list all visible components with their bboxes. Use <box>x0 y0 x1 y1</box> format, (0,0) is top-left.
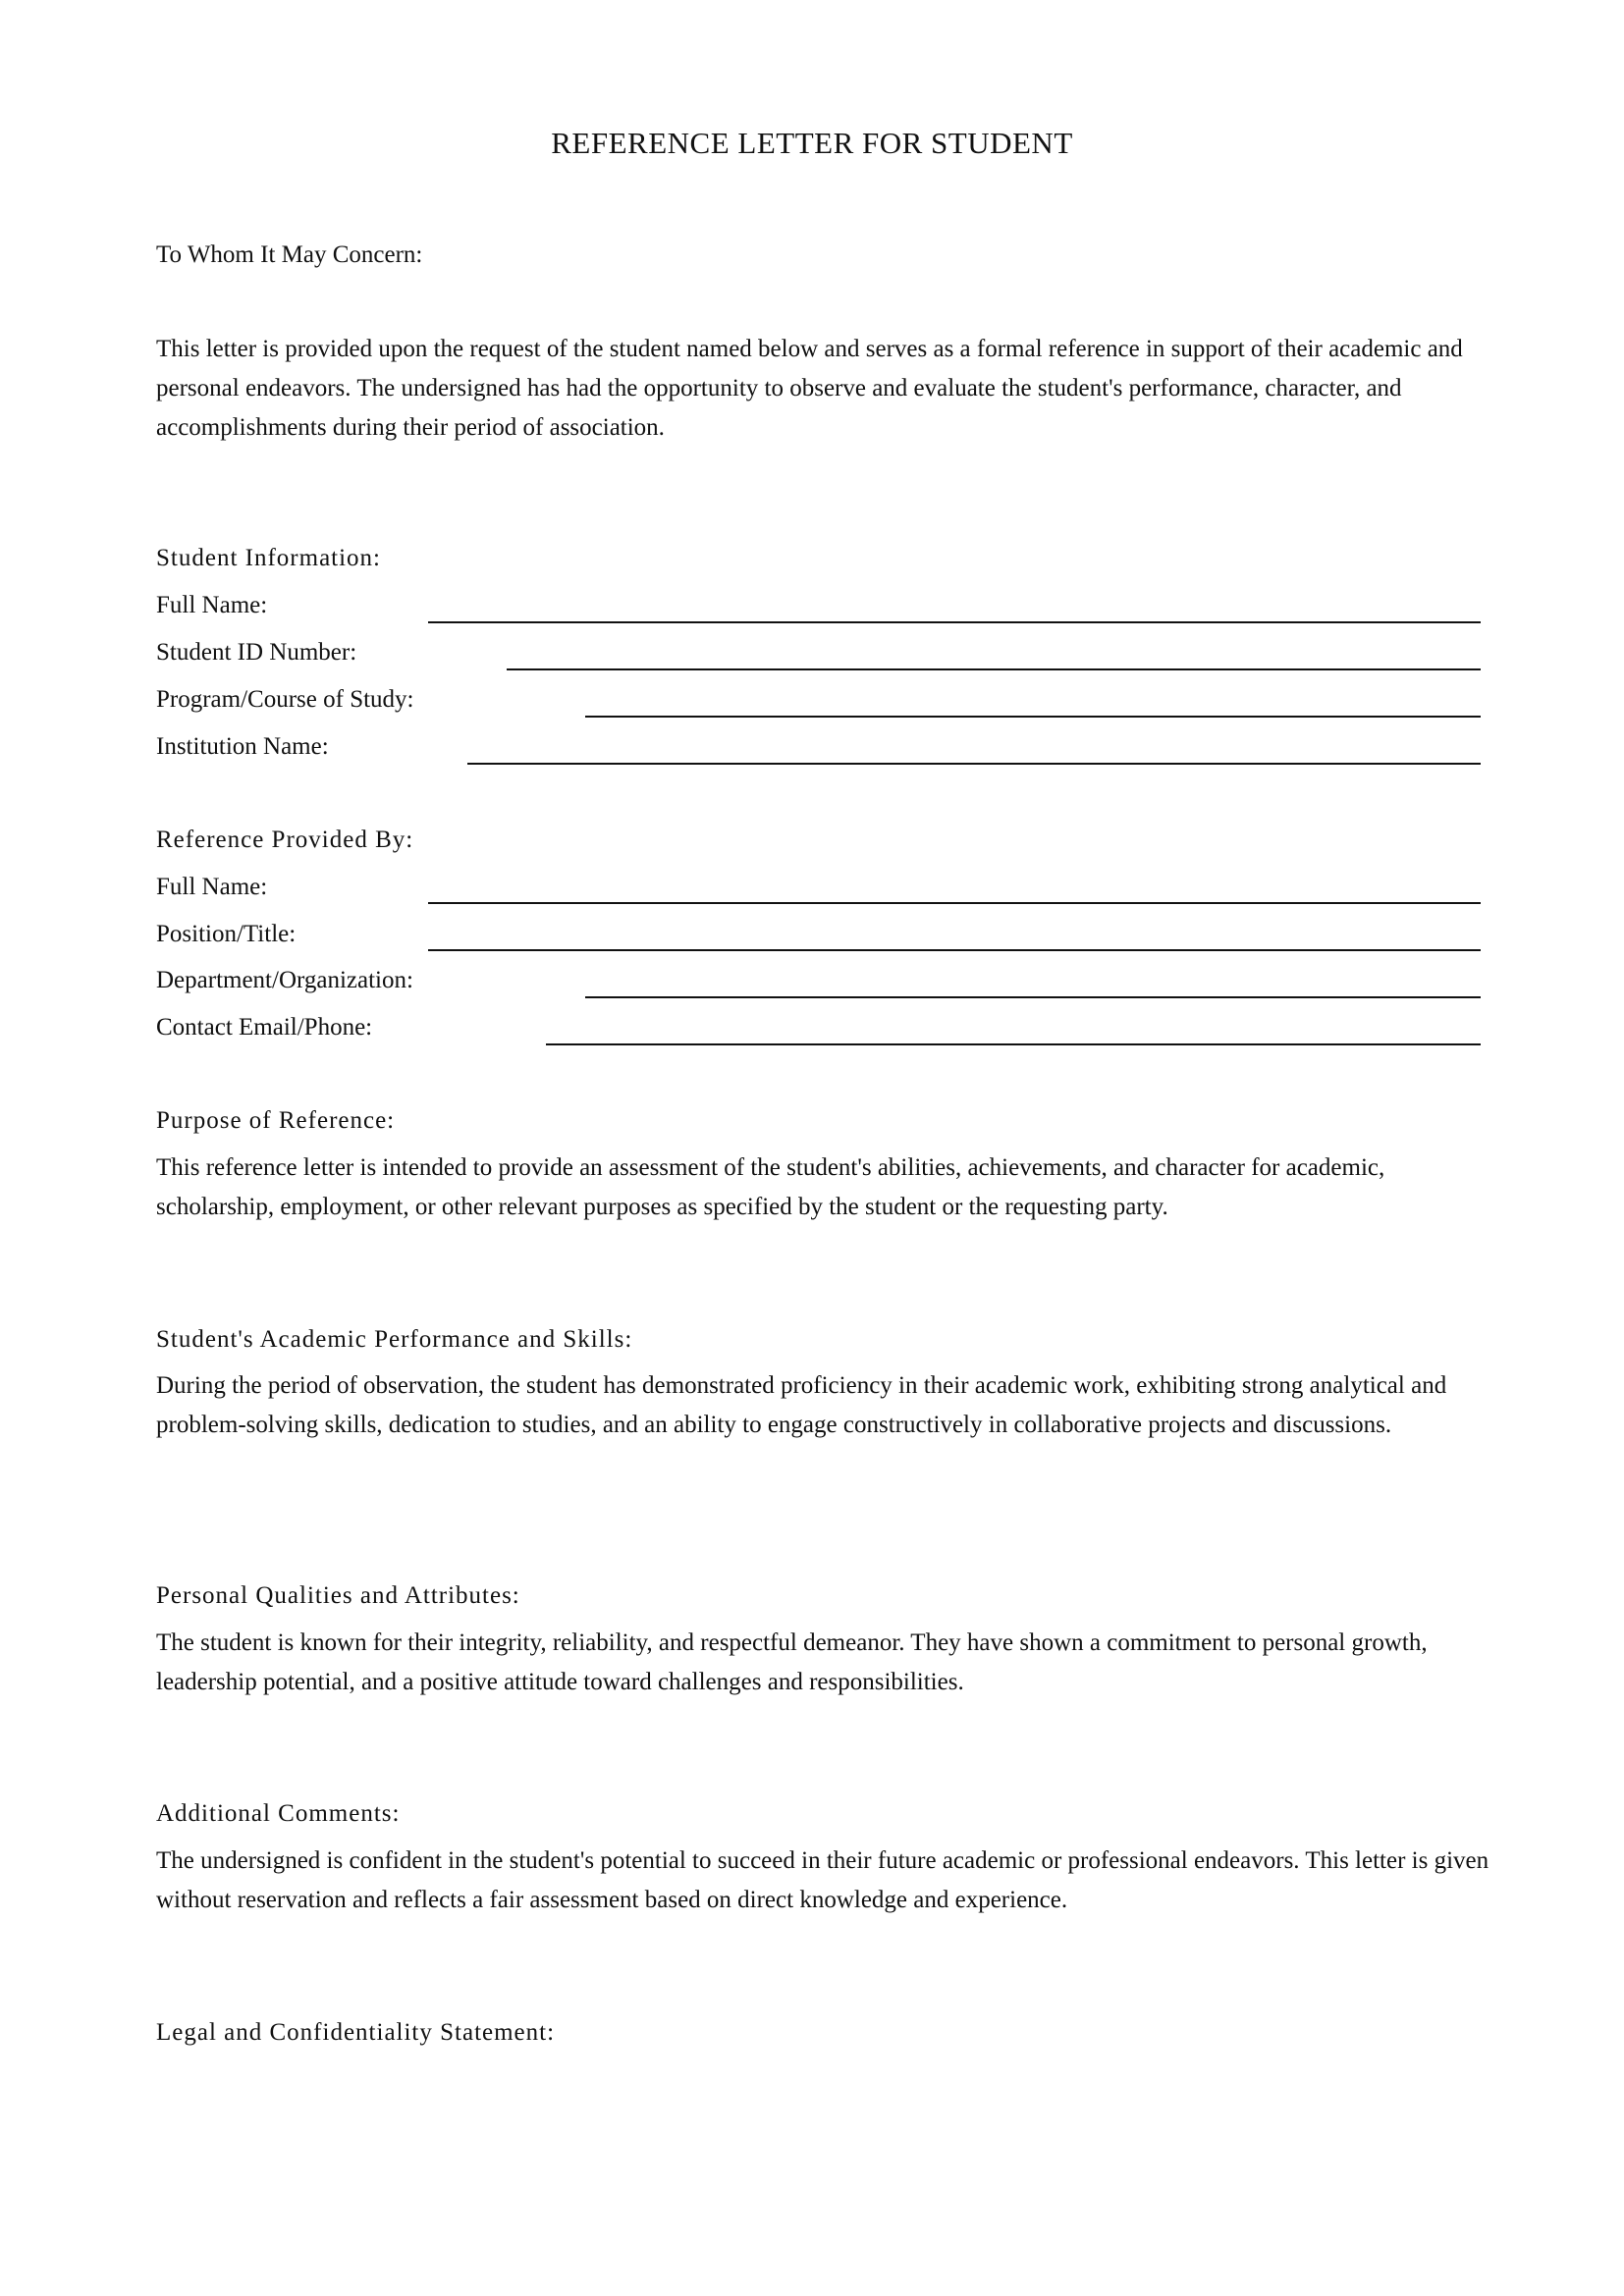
department-field[interactable] <box>585 996 1481 998</box>
student-full-name-label: Full Name: <box>156 592 268 618</box>
contact-field[interactable] <box>546 1043 1481 1045</box>
position-title-label: Position/Title: <box>156 921 297 947</box>
additional-heading: Additional Comments: <box>156 1800 401 1827</box>
position-title-field[interactable] <box>428 949 1481 951</box>
student-id-field[interactable] <box>507 668 1481 670</box>
student-id-label: Student ID Number: <box>156 639 357 666</box>
referee-full-name-label: Full Name: <box>156 874 268 900</box>
academic-heading: Student's Academic Performance and Skills: <box>156 1326 633 1353</box>
program-label: Program/Course of Study: <box>156 686 414 713</box>
document-title: REFERENCE LETTER FOR STUDENT <box>551 126 1073 160</box>
institution-field[interactable] <box>467 763 1481 765</box>
department-label: Department/Organization: <box>156 967 413 993</box>
salutation: To Whom It May Concern: <box>156 241 423 268</box>
reference-by-heading: Reference Provided By: <box>156 827 414 853</box>
student-info-heading: Student Information: <box>156 545 381 571</box>
contact-label: Contact Email/Phone: <box>156 1014 373 1041</box>
program-field[interactable] <box>585 716 1481 718</box>
personal-heading: Personal Qualities and Attributes: <box>156 1582 520 1609</box>
legal-heading: Legal and Confidentiality Statement: <box>156 2019 556 2046</box>
academic-paragraph: During the period of observation, the student has demonstrated proficiency in their academic work, exhibiting strong analytical and problem-solving skills, dedication to studies, and an ability to engage constructively in collaborative projects and discussions. <box>156 1372 1447 1438</box>
purpose-paragraph: This reference letter is intended to provide an assessment of the student's abilities, achievements, and character for academic, scholarship, employment, or other relevant purposes as specified by the student or the requesting party. <box>156 1154 1385 1220</box>
student-full-name-field[interactable] <box>428 621 1481 623</box>
referee-full-name-field[interactable] <box>428 902 1481 904</box>
intro-paragraph: This letter is provided upon the request of the student named below and serves as a formal reference in support of their academic and personal endeavors. The undersigned has had the opportunity to observe and evaluate the student's performance, character, and accomplishments during their period of association. <box>156 336 1463 441</box>
additional-paragraph: The undersigned is confident in the student's potential to succeed in their future academic or professional endeavors. This letter is given without reservation and reflects a fair assessment based on direct knowledge and experience. <box>156 1847 1489 1913</box>
personal-paragraph: The student is known for their integrity, reliability, and respectful demeanor. They have shown a commitment to personal growth, leadership potential, and a positive attitude toward challenges and responsibilities. <box>156 1629 1428 1695</box>
purpose-heading: Purpose of Reference: <box>156 1107 396 1134</box>
institution-label: Institution Name: <box>156 733 329 760</box>
